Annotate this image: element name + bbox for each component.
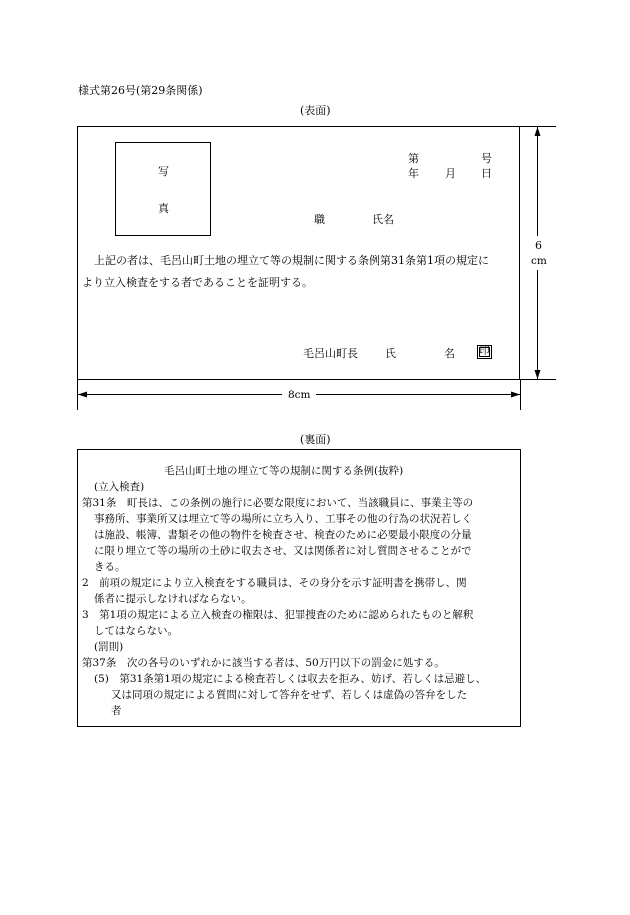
date-day-label: 日	[481, 167, 492, 180]
ordinance-title: 毛呂山町土地の埋立て等の規制に関する条例(抜粋)	[164, 465, 404, 477]
width-arrow-left	[78, 392, 87, 398]
back-line: は施設、帳簿、書類その他の物件を検査させ、検査のために必要最小限度の分量	[94, 529, 472, 541]
height-arrow-bottom	[535, 370, 541, 379]
height-dim-unit: cm	[531, 255, 547, 267]
back-line: 係者に提示しなければならない。	[94, 593, 252, 605]
position-label: 職	[314, 213, 325, 226]
seal-mark: 印	[477, 345, 492, 359]
photo-label-2: 真	[158, 202, 169, 215]
issuer-shi-label: 氏	[385, 347, 396, 360]
back-line: 3 第1項の規定による立入検査の権限は、犯罪捜査のために認められたものと解釈	[82, 609, 474, 621]
back-line: 第31条 町長は、この条例の施行に必要な限度において、当該職員に、事業主等の	[82, 497, 474, 509]
date-year-label: 年	[408, 167, 419, 180]
back-line: してはならない。	[94, 625, 178, 637]
back-line: きる。	[94, 561, 126, 573]
back-line: に限り埋立て等の場所の土砂に収去させ、又は関係者に対し質問させることがで	[94, 545, 472, 557]
front-heading: (表面)	[300, 104, 331, 117]
back-heading: (裏面)	[300, 433, 331, 446]
form-number: 様式第26号(第29条関係)	[78, 84, 203, 97]
back-line: (立入検査)	[94, 481, 145, 493]
issuer-title: 毛呂山町長	[303, 347, 358, 360]
back-line: (5) 第31条第1項の規定による検査若しくは収去を拒み、妨げ、若しくは忌避し、	[94, 673, 487, 685]
number-label-go: 号	[481, 152, 492, 165]
back-line: 事務所、事業所又は埋立て等の場所に立ち入り、工事その他の行為の状況若しく	[94, 513, 472, 525]
photo-label-1: 写	[158, 165, 169, 178]
back-line: (罰則)	[94, 641, 124, 653]
back-line: 2 前項の規定により立入検査をする職員は、その身分を示す証明書を携帯し、関	[82, 577, 467, 589]
certification-line-2: より立入検査をする者であることを証明する。	[82, 276, 313, 289]
width-dim-label: 8cm	[288, 389, 311, 401]
number-label-dai: 第	[408, 152, 419, 165]
width-arrow-right	[511, 392, 520, 398]
height-dim-number: 6	[535, 239, 542, 252]
back-line: 者	[111, 705, 122, 717]
name-label: 氏名	[372, 213, 394, 226]
back-line: 又は同項の規定による質問に対して答弁をせず、若しくは虚偽の答弁をした	[111, 689, 468, 701]
certification-line-1: 上記の者は、毛呂山町土地の埋立て等の規制に関する条例第31条第1項の規定に	[94, 254, 489, 267]
date-month-label: 月	[445, 167, 456, 180]
issuer-mei-label: 名	[444, 347, 455, 360]
back-line: 第37条 次の各号のいずれかに該当する者は、50万円以下の罰金に処する。	[82, 657, 445, 669]
height-arrow-top	[535, 127, 541, 136]
